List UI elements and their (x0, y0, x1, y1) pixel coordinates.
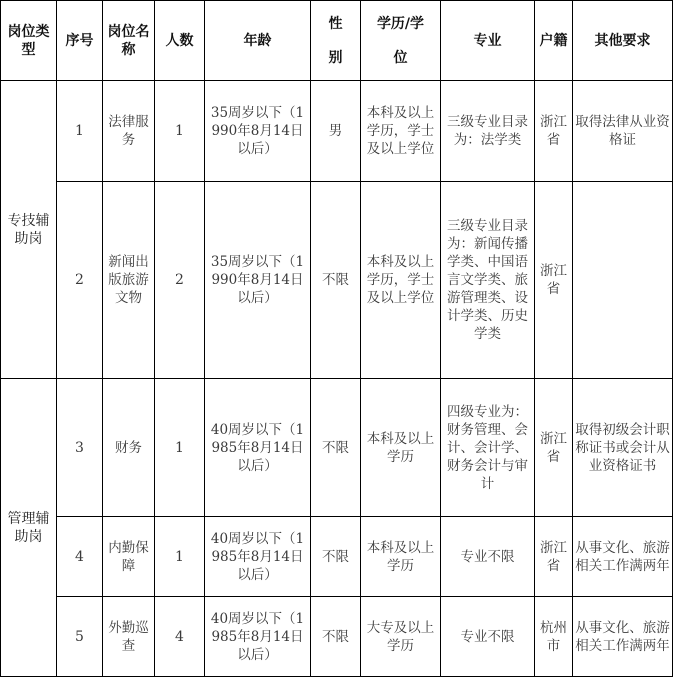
cell-name: 新闻出版旅游文物 (103, 182, 155, 379)
cell-sex: 不限 (311, 517, 361, 597)
header-edu (361, 1, 441, 81)
cell-name: 财务 (103, 379, 155, 517)
cell-huji: 浙江省 (535, 517, 573, 597)
header-name: 岗位名称 (103, 1, 155, 81)
cell-count: 2 (155, 182, 205, 379)
cell-huji: 浙江省 (535, 182, 573, 379)
header-edu-top: 学历/学 (376, 15, 425, 32)
category-professional: 专技辅助岗 (1, 81, 57, 379)
cell-other: 取得初级会计职称证书或会计从业资格证书 (573, 379, 673, 517)
header-huji: 户籍 (535, 1, 573, 81)
table-row (1, 81, 673, 182)
cell-name: 内勤保障 (103, 517, 155, 597)
cell-name: 法律服务 (103, 81, 155, 182)
cell-edu: 本科及以上学历 (361, 517, 441, 597)
cell-sex: 不限 (311, 597, 361, 677)
header-major: 专业 (441, 1, 535, 81)
cell-sex: 男 (311, 81, 361, 182)
header-sex-top: 性 (328, 15, 343, 32)
cell-count: 1 (155, 517, 205, 597)
cell-major: 三级专业目录为：新闻传播学类、中国语言文学类、旅游管理类、设计学类、历史学类 (441, 182, 535, 379)
cell-other: 从事文化、旅游相关工作满两年 (573, 597, 673, 677)
cell-edu: 本科及以上学历，学士及以上学位 (361, 81, 441, 182)
cell-edu: 本科及以上学历 (361, 379, 441, 517)
cell-sex: 不限 (311, 182, 361, 379)
cell-huji: 浙江省 (535, 379, 573, 517)
cell-seq: 2 (57, 182, 103, 379)
table-row (1, 182, 673, 379)
cell-edu: 大专及以上学历 (361, 597, 441, 677)
cell-age: 40周岁以下（1985年8月14日以后） (205, 597, 311, 677)
cell-seq: 4 (57, 517, 103, 597)
cell-age: 40周岁以下（1985年8月14日以后） (205, 517, 311, 597)
header-type: 岗位类型 (1, 1, 57, 81)
cell-other (573, 182, 673, 379)
cell-huji: 杭州市 (535, 597, 573, 677)
cell-other: 取得法律从业资格证 (573, 81, 673, 182)
header-sex-bottom: 别 (328, 49, 343, 66)
cell-other: 从事文化、旅游相关工作满两年 (573, 517, 673, 597)
cell-count: 1 (155, 379, 205, 517)
table-row (1, 379, 673, 517)
cell-age: 35周岁以下（1990年8月14日以后） (205, 182, 311, 379)
header-sex (311, 1, 361, 81)
cell-huji: 浙江省 (535, 81, 573, 182)
header-seq: 序号 (57, 1, 103, 81)
cell-sex: 不限 (311, 379, 361, 517)
cell-seq: 3 (57, 379, 103, 517)
cell-major: 专业不限 (441, 517, 535, 597)
cell-edu: 本科及以上学历，学士及以上学位 (361, 182, 441, 379)
cell-age: 35周岁以下（1990年8月14日以后） (205, 81, 311, 182)
header-row (1, 1, 673, 81)
cell-count: 1 (155, 81, 205, 182)
cell-seq: 5 (57, 597, 103, 677)
table-row (1, 597, 673, 677)
cell-age: 40周岁以下（1985年8月14日以后） (205, 379, 311, 517)
cell-major: 四级专业为：财务管理、会计、会计学、财务会计与审计 (441, 379, 535, 517)
cell-major: 专业不限 (441, 597, 535, 677)
cell-count: 4 (155, 597, 205, 677)
header-other: 其他要求 (573, 1, 673, 81)
cell-seq: 1 (57, 81, 103, 182)
cell-major: 三级专业目录为：法学类 (441, 81, 535, 182)
header-edu-bottom: 位 (393, 49, 408, 66)
cell-name: 外勤巡查 (103, 597, 155, 677)
category-management: 管理辅助岗 (1, 379, 57, 677)
header-count: 人数 (155, 1, 205, 81)
table-row (1, 517, 673, 597)
header-age: 年龄 (205, 1, 311, 81)
